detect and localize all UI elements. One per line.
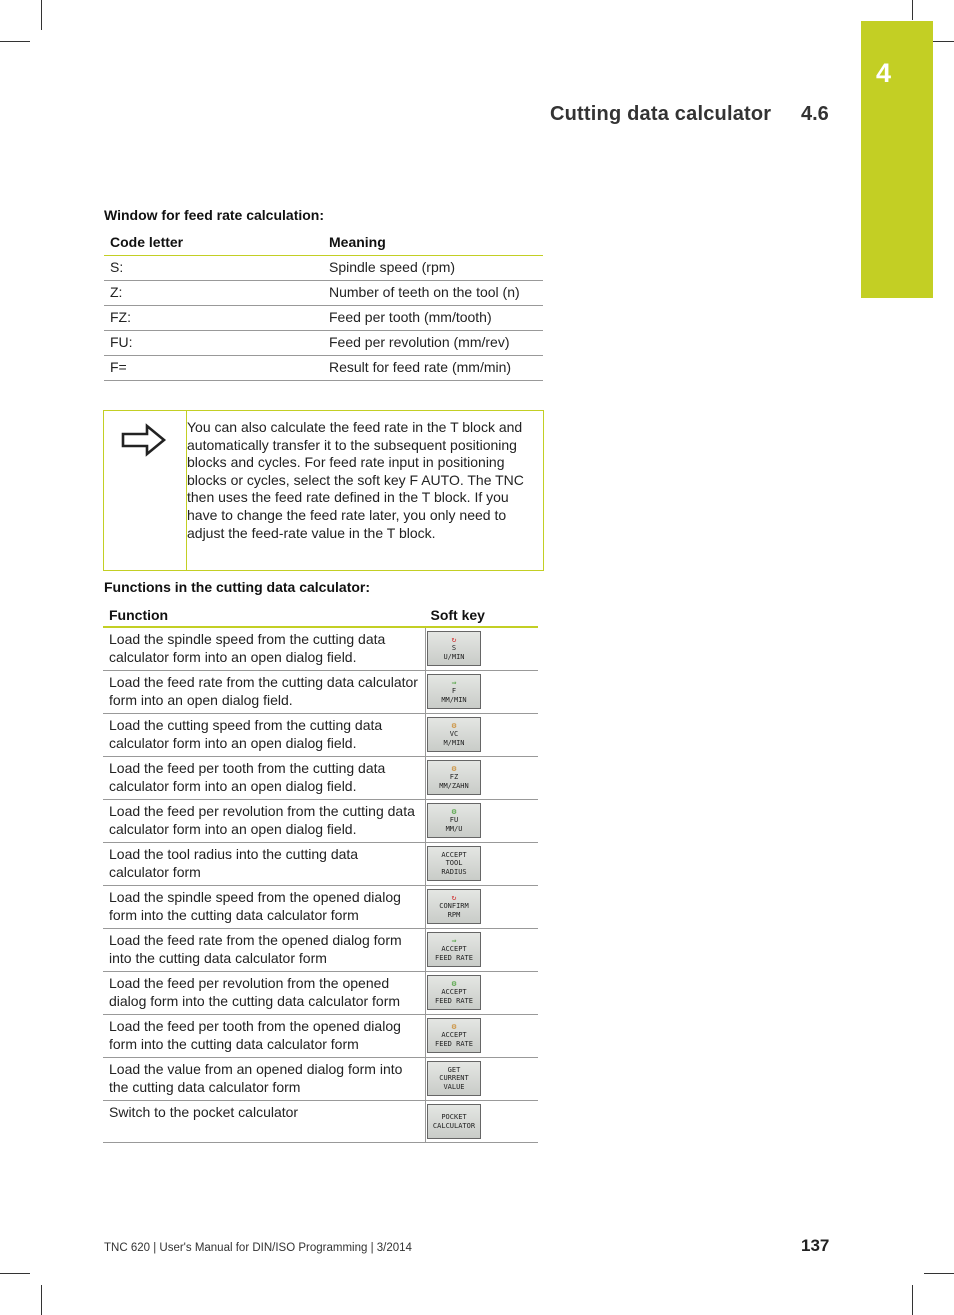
- softkey-cell: [426, 1058, 539, 1101]
- cutter-icon: ⚙: [451, 721, 457, 730]
- table-row: [104, 256, 543, 281]
- code-letter-cell: S:: [104, 256, 323, 281]
- code-letter-table: [104, 229, 543, 381]
- softkey-cell: [426, 757, 539, 800]
- softkey-cell: [426, 843, 539, 886]
- code-letter-cell: F=: [104, 356, 323, 381]
- function-description: Switch to the pocket calculator: [103, 1101, 426, 1143]
- softkey-label: FZ: [449, 773, 459, 781]
- table-row: [104, 331, 543, 356]
- softkey: [427, 1104, 481, 1139]
- spindle-icon: ↻: [451, 635, 457, 644]
- code-letter-cell: Z:: [104, 281, 323, 306]
- table-row: [103, 627, 538, 671]
- softkey-label: ACCEPT: [441, 1031, 467, 1039]
- table-row: [103, 843, 538, 886]
- function-description: Load the feed per tooth from the opened dialog form into the cutting data calculator form: [103, 1015, 426, 1058]
- function-description: Load the feed rate from the opened dialog form into the cutting data calculator form: [103, 929, 426, 972]
- softkey-label: MM/U: [445, 824, 463, 833]
- softkey: [427, 932, 481, 967]
- softkey-label: CURRENT: [439, 1074, 469, 1083]
- code-letter-cell: FU:: [104, 331, 323, 356]
- table-row: [103, 671, 538, 714]
- meaning-cell: Spindle speed (rpm): [323, 256, 543, 281]
- softkey-label: ACCEPT: [441, 850, 467, 859]
- revolution-icon: ⚙: [451, 979, 457, 988]
- table-header-row: [103, 602, 538, 627]
- column-header: Soft key: [426, 602, 539, 627]
- softkey-label: CONFIRM: [439, 902, 469, 910]
- softkey-label: FEED RATE: [435, 953, 473, 962]
- softkey-label: CALCULATOR: [432, 1121, 476, 1130]
- function-description: Load the feed per tooth from the cutting data calculator form into an open dialog field.: [103, 757, 426, 800]
- softkey-label: POCKET: [441, 1113, 467, 1121]
- softkey-cell: [426, 972, 539, 1015]
- table-row: [103, 1015, 538, 1058]
- softkey-label: GET: [447, 1065, 461, 1074]
- softkey-cell: [426, 1101, 539, 1143]
- page-number: 137: [801, 1236, 830, 1255]
- softkey-label: M/MIN: [443, 738, 465, 747]
- function-description: Load the feed per revolution from the cutting data calculator form into an open dialog field.: [103, 800, 426, 843]
- softkey-label: FEED RATE: [435, 1039, 473, 1048]
- feed-icon: ⇒: [451, 936, 457, 945]
- softkey: [427, 760, 481, 795]
- tooth-icon: ⚙: [451, 1022, 457, 1031]
- feed-icon: ⇒: [451, 678, 457, 687]
- function-description: Load the feed rate from the cutting data calculator form into an open dialog field.: [103, 671, 426, 714]
- softkey-label: F: [451, 687, 457, 695]
- softkey-cell: [426, 886, 539, 929]
- functions-table: [103, 602, 538, 1143]
- softkey-cell: [426, 800, 539, 843]
- softkey-label: MM/MIN: [441, 695, 467, 704]
- revolution-icon: ⚙: [451, 807, 457, 816]
- crop-mark: [912, 0, 913, 20]
- arrow-right-icon: [120, 423, 168, 462]
- softkey: [427, 1061, 481, 1096]
- table-row: [103, 929, 538, 972]
- softkey-cell: [426, 714, 539, 757]
- crop-mark: [0, 41, 30, 42]
- function-description: Load the tool radius into the cutting data calculator form: [103, 843, 426, 886]
- softkey: [427, 631, 481, 666]
- section-title: Cutting data calculator: [550, 103, 772, 125]
- softkey-cell: [426, 671, 539, 714]
- note-text: You can also calculate the feed rate in the T block and automatically transfer it to the subsequent positioning blocks and cycles. For feed rate input in positioning blocks or cycles, select the soft key F AUTO. The TNC then uses the feed rate defined in the T block. If you have to change the feed rate later, you only need to adjust the feed-rate value in the T block.: [187, 419, 524, 541]
- table-row: [104, 356, 543, 381]
- softkey-label: FEED RATE: [435, 996, 473, 1005]
- softkey: [427, 717, 481, 752]
- meaning-cell: Feed per revolution (mm/rev): [323, 331, 543, 356]
- softkey-label: RADIUS: [441, 867, 467, 876]
- softkey-label: MM/ZAHN: [439, 781, 469, 790]
- softkey-label: RPM: [447, 910, 461, 919]
- softkey: [427, 803, 481, 838]
- code-letter-cell: FZ:: [104, 306, 323, 331]
- function-description: Load the spindle speed from the cutting data calculator form into an open dialog field.: [103, 627, 426, 671]
- footer-text: TNC 620 | User's Manual for DIN/ISO Programming | 3/2014: [104, 1242, 412, 1254]
- table-row: [104, 281, 543, 306]
- crop-mark: [912, 1285, 913, 1315]
- softkey-label: ACCEPT: [441, 945, 467, 953]
- table-row: [104, 306, 543, 331]
- table-row: [103, 1101, 538, 1143]
- table-row: [103, 714, 538, 757]
- softkey-label: S: [451, 644, 457, 652]
- softkey-cell: [426, 929, 539, 972]
- functions-heading: Functions in the cutting data calculator:: [104, 579, 371, 595]
- column-header: Meaning: [323, 229, 543, 256]
- softkey: [427, 674, 481, 709]
- feed-window-heading: Window for feed rate calculation:: [104, 207, 325, 223]
- chapter-tab: [861, 21, 933, 298]
- chapter-number: 4: [876, 58, 892, 88]
- section-number: 4.6: [801, 103, 829, 125]
- softkey: [427, 975, 481, 1010]
- meaning-cell: Number of teeth on the tool (n): [323, 281, 543, 306]
- softkey-label: FU: [449, 816, 459, 824]
- softkey: [427, 1018, 481, 1053]
- table-row: [103, 886, 538, 929]
- note-box: [103, 410, 544, 571]
- spindle-icon: ↻: [451, 893, 457, 902]
- table-header-row: [104, 229, 543, 256]
- crop-mark: [41, 0, 42, 30]
- function-description: Load the feed per revolution from the opened dialog form into the cutting data calculator form: [103, 972, 426, 1015]
- softkey-cell: [426, 1015, 539, 1058]
- softkey-label: U/MIN: [443, 652, 465, 661]
- crop-mark: [924, 1273, 954, 1274]
- note-icon-cell: [104, 411, 187, 570]
- softkey-cell: [426, 627, 539, 671]
- crop-mark: [0, 1273, 30, 1274]
- softkey-label: VALUE: [443, 1082, 465, 1091]
- tooth-icon: ⚙: [451, 764, 457, 773]
- softkey: [427, 846, 481, 881]
- column-header: Function: [103, 602, 426, 627]
- softkey-label: VC: [449, 730, 459, 738]
- softkey: [427, 889, 481, 924]
- meaning-cell: Result for feed rate (mm/min): [323, 356, 543, 381]
- table-row: [103, 757, 538, 800]
- crop-mark: [41, 1285, 42, 1315]
- function-description: Load the cutting speed from the cutting data calculator form into an open dialog field.: [103, 714, 426, 757]
- softkey-label: ACCEPT: [441, 988, 467, 996]
- column-header: Code letter: [104, 229, 323, 256]
- table-row: [103, 800, 538, 843]
- softkey-label: TOOL: [445, 859, 463, 868]
- meaning-cell: Feed per tooth (mm/tooth): [323, 306, 543, 331]
- function-description: Load the value from an opened dialog form into the cutting data calculator form: [103, 1058, 426, 1101]
- function-description: Load the spindle speed from the opened dialog form into the cutting data calculator form: [103, 886, 426, 929]
- table-row: [103, 972, 538, 1015]
- table-row: [103, 1058, 538, 1101]
